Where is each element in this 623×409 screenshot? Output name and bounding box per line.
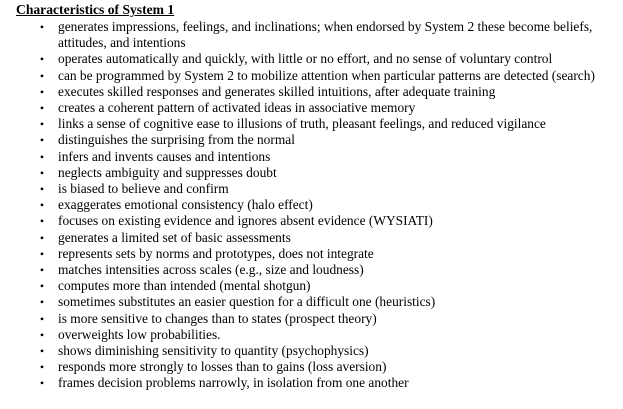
bullet-icon: •: [39, 149, 45, 164]
list-item-text: computes more than intended (mental shotgun): [58, 278, 311, 294]
list-item-text: is more sensitive to changes than to states (prospect theory): [58, 310, 377, 326]
list-item-text: sometimes substitutes an easier question for a difficult one (heuristics): [58, 294, 436, 310]
characteristics-list: [16, 19, 623, 392]
list-item: [16, 262, 623, 278]
bullet-icon: •: [39, 344, 45, 359]
list-item: [16, 165, 623, 181]
list-item-text: generates a limited set of basic assessments: [58, 229, 291, 245]
bullet-icon: •: [39, 279, 45, 294]
list-item-text: responds more strongly to losses than to gains (loss aversion): [58, 359, 387, 375]
list-item-text: focuses on existing evidence and ignores absent evidence (WYSIATI): [58, 213, 433, 229]
bullet-icon: •: [39, 263, 45, 278]
list-item-text: creates a coherent pattern of activated ideas in associative memory: [58, 100, 416, 116]
list-item: [16, 197, 623, 213]
list-item: [16, 230, 623, 246]
list-item: [16, 68, 623, 84]
list-item-text: operates automatically and quickly, with little or no effort, and no sense of voluntary control: [58, 51, 553, 67]
list-item: [16, 375, 623, 391]
bullet-icon: •: [39, 230, 45, 245]
list-item: [16, 100, 623, 116]
list-item-text: shows diminishing sensitivity to quantity (psychophysics): [58, 343, 369, 359]
list-item-text: executes skilled responses and generates skilled intuitions, after adequate training: [58, 83, 496, 99]
list-item: [16, 278, 623, 294]
bullet-icon: •: [39, 182, 45, 197]
bullet-icon: •: [39, 84, 45, 99]
list-item-text: neglects ambiguity and suppresses doubt: [58, 164, 277, 180]
list-item: [16, 116, 623, 132]
bullet-icon: •: [39, 117, 45, 132]
list-item: [16, 327, 623, 343]
list-item-text: is biased to believe and confirm: [58, 181, 229, 197]
document-title: Characteristics of System 1: [16, 2, 175, 17]
list-item-text: distinguishes the surprising from the normal: [58, 132, 295, 148]
list-item-text: matches intensities across scales (e.g., size and loudness): [58, 262, 364, 278]
bullet-icon: •: [39, 198, 45, 213]
bullet-icon: •: [39, 68, 45, 83]
list-item-text: exaggerates emotional consistency (halo effect): [58, 197, 313, 213]
bullet-icon: •: [39, 52, 45, 67]
list-item: [16, 311, 623, 327]
list-item: [16, 213, 623, 229]
list-item: [16, 294, 623, 310]
bullet-icon: •: [39, 376, 45, 391]
bullet-icon: •: [39, 165, 45, 180]
list-item: [16, 132, 623, 148]
list-item: [16, 343, 623, 359]
bullet-icon: •: [39, 101, 45, 116]
bullet-icon: •: [39, 311, 45, 326]
bullet-icon: •: [39, 214, 45, 229]
list-item-text: can be programmed by System 2 to mobilize attention when particular patterns are detected (search): [58, 67, 595, 83]
list-item: [16, 84, 623, 100]
list-item: [16, 359, 623, 375]
bullet-icon: •: [39, 246, 45, 261]
list-item-text: represents sets by norms and prototypes, does not integrate: [58, 245, 374, 261]
bullet-icon: •: [39, 295, 45, 310]
bullet-icon: •: [39, 20, 45, 34]
list-item-text: generates impressions, feelings, and inclinations; when endorsed by System 2 these become beliefs, attitudes, and intentions: [58, 19, 593, 51]
list-item-text: infers and invents causes and intentions: [58, 148, 271, 164]
list-item: [16, 149, 623, 165]
list-item-text: frames decision problems narrowly, in isolation from one another: [58, 375, 409, 391]
list-item: [16, 51, 623, 67]
bullet-icon: •: [39, 133, 45, 148]
list-item: [16, 246, 623, 262]
list-item-text: overweights low probabilities.: [58, 326, 221, 342]
bullet-icon: •: [39, 327, 45, 342]
list-item: [16, 181, 623, 197]
list-item: [16, 19, 623, 51]
bullet-icon: •: [39, 360, 45, 375]
list-item-text: links a sense of cognitive ease to illusions of truth, pleasant feelings, and reduced vigilance: [58, 116, 546, 132]
